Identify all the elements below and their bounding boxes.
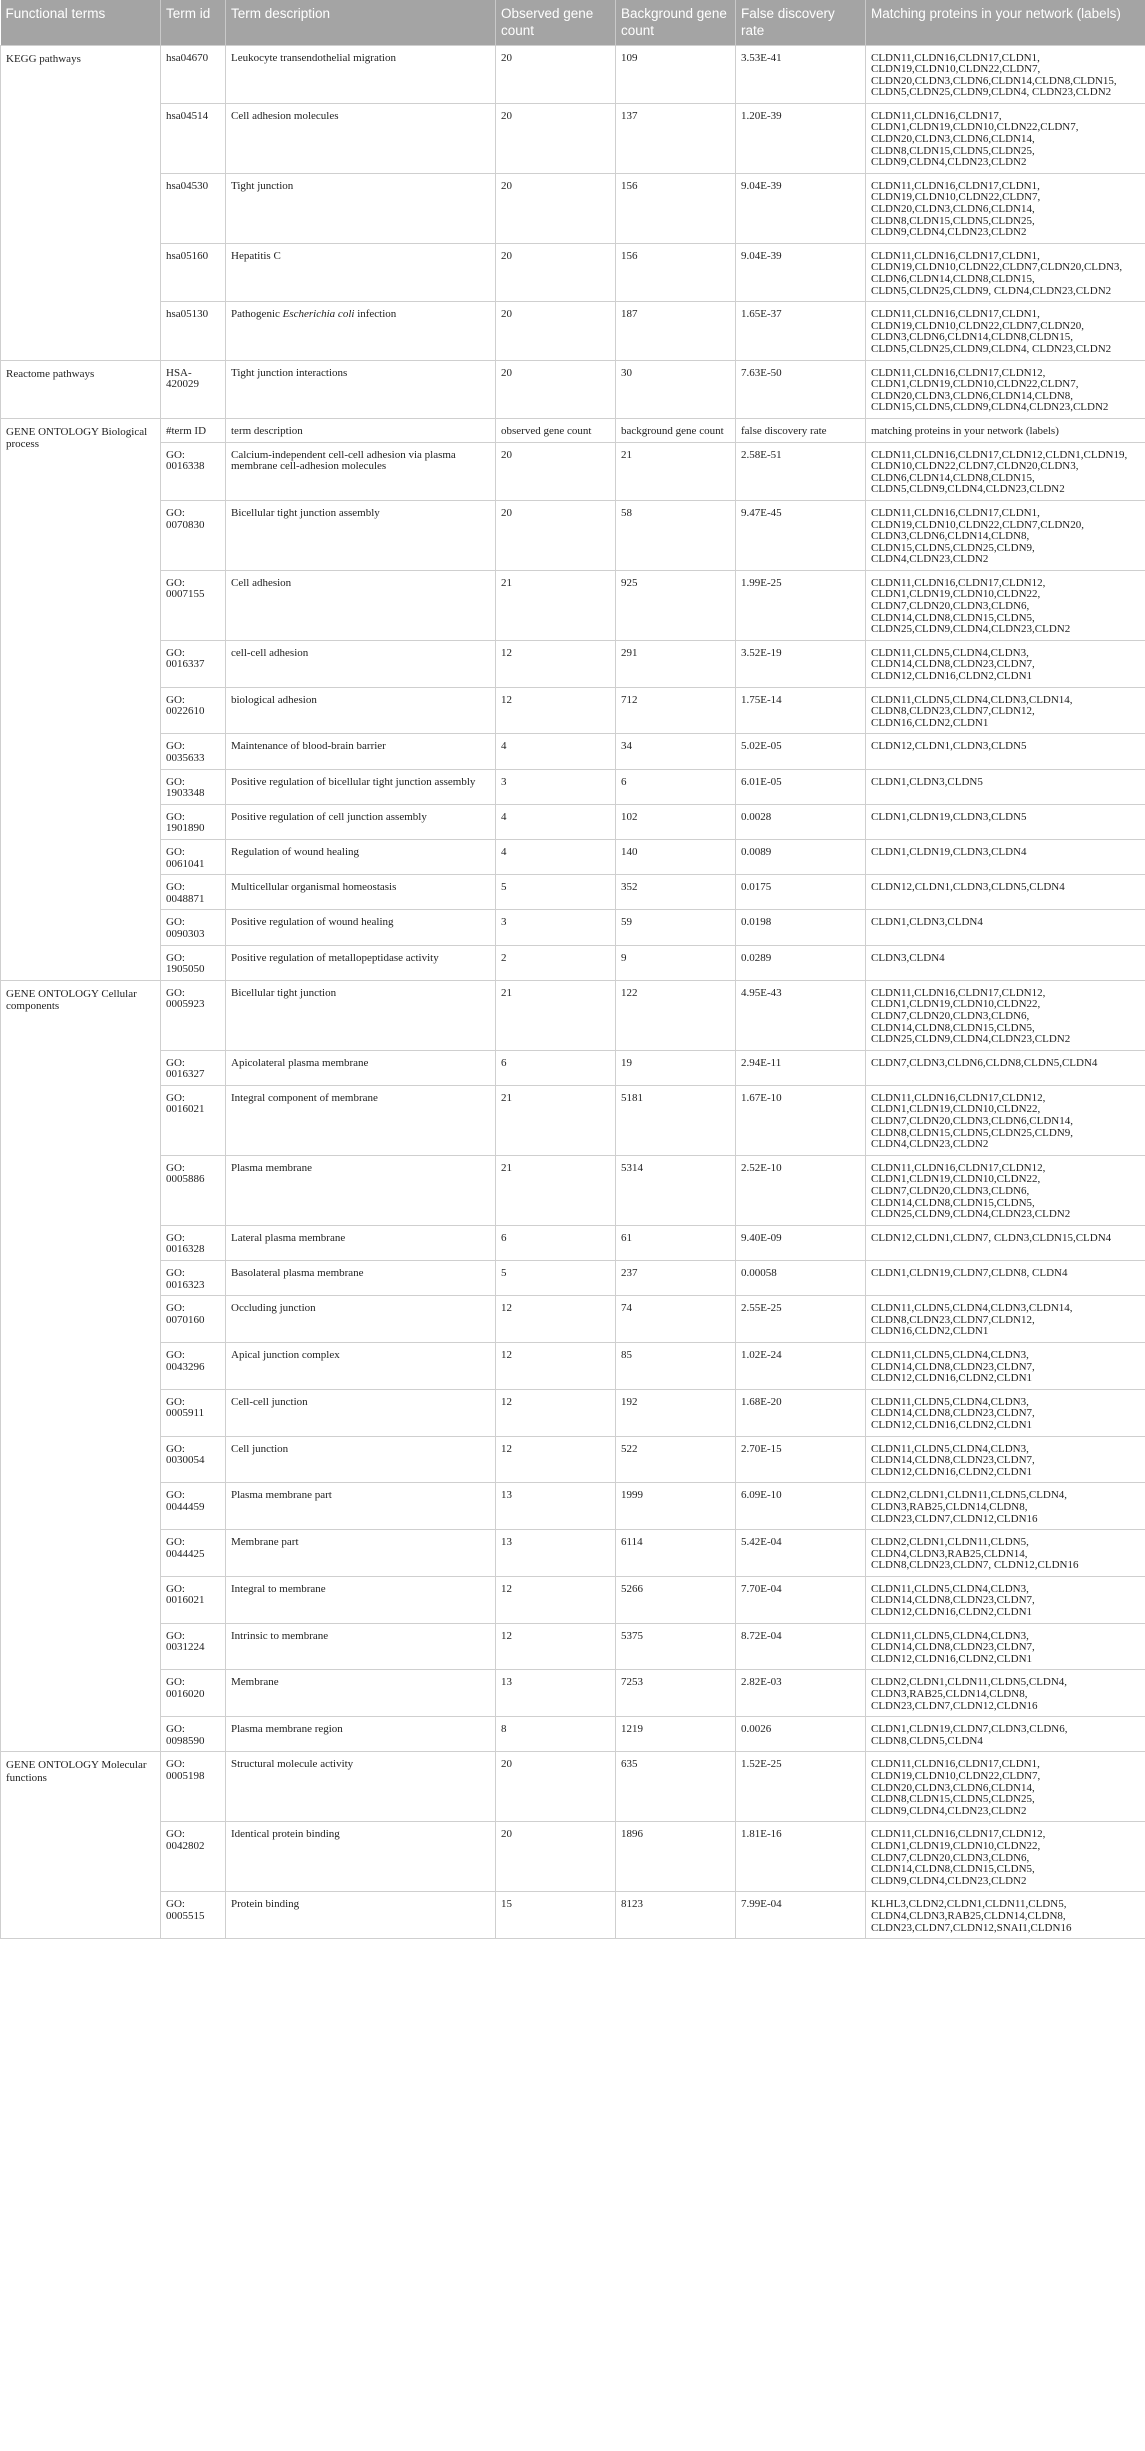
table-row (1, 1717, 1145, 1752)
matching-proteins-cell: CLDN11,CLDN5,CLDN4,CLDN3,CLDN14, CLDN8,CLDN23,CLDN7,CLDN12, CLDN16,CLDN2,CLDN1 (866, 1296, 1145, 1343)
term-description-cell: Maintenance of blood-brain barrier (226, 734, 496, 769)
false-discovery-rate-cell: 1.65E-37 (736, 302, 866, 360)
term-description-cell: Integral component of membrane (226, 1085, 496, 1155)
term-id-cell: GO: 0070830 (161, 500, 226, 570)
false-discovery-rate-cell: 2.70E-15 (736, 1436, 866, 1483)
term-id-cell: GO: 0005886 (161, 1155, 226, 1225)
false-discovery-rate-cell: 0.0089 (736, 839, 866, 874)
background-gene-count-cell: 522 (616, 1436, 736, 1483)
false-discovery-rate-cell: 2.55E-25 (736, 1296, 866, 1343)
term-id-cell: hsa05130 (161, 302, 226, 360)
false-discovery-rate-cell: 2.94E-11 (736, 1050, 866, 1085)
observed-gene-count-cell: 12 (496, 687, 616, 734)
matching-proteins-cell: CLDN11,CLDN16,CLDN17,CLDN1, CLDN19,CLDN10,CLDN22,CLDN7,CLDN20, CLDN3,CLDN6,CLDN14,CLDN8, CLDN15,CLDN5,CLDN25,CLDN9, CLDN4,CLDN23,CLDN2 (866, 500, 1145, 570)
background-gene-count-cell: 352 (616, 875, 736, 910)
matching-proteins-cell: CLDN11,CLDN16,CLDN17,CLDN12, CLDN1,CLDN19,CLDN10,CLDN22,CLDN7, CLDN20,CLDN3,CLDN6,CLDN14,CLDN8, CLDN15,CLDN5,CLDN9,CLDN4,CLDN23,CLDN2 (866, 360, 1145, 418)
term-id-cell: GO: 0043296 (161, 1342, 226, 1389)
background-gene-count-cell: 237 (616, 1261, 736, 1296)
term-description-cell: Structural molecule activity (226, 1752, 496, 1822)
term-id-cell: GO: 0016337 (161, 640, 226, 687)
false-discovery-rate-cell: 0.00058 (736, 1261, 866, 1296)
term-description-cell: Lateral plasma membrane (226, 1225, 496, 1260)
background-gene-count-cell: 30 (616, 360, 736, 418)
observed-gene-count-cell: 13 (496, 1530, 616, 1577)
table-row (1, 1342, 1145, 1389)
functional-term-group: GENE ONTOLOGY Cellular components (1, 980, 161, 1752)
table-row (1, 1576, 1145, 1623)
background-gene-count-cell: 187 (616, 302, 736, 360)
term-id-cell: GO: 0005198 (161, 1752, 226, 1822)
term-id-cell: HSA-420029 (161, 360, 226, 418)
observed-gene-count-cell: 20 (496, 302, 616, 360)
matching-proteins-cell: CLDN11,CLDN16,CLDN17,CLDN1, CLDN19,CLDN10,CLDN22,CLDN7, CLDN20,CLDN3,CLDN6,CLDN14,CLDN8,CLDN15, CLDN5,CLDN25,CLDN9,CLDN4, CLDN23,CLDN2 (866, 45, 1145, 103)
false-discovery-rate-cell: 2.52E-10 (736, 1155, 866, 1225)
term-id-cell: GO: 0007155 (161, 570, 226, 640)
term-id-cell: GO: 0048871 (161, 875, 226, 910)
table-row (1, 1892, 1145, 1939)
false-discovery-rate-cell: 5.02E-05 (736, 734, 866, 769)
matching-proteins-cell: CLDN11,CLDN16,CLDN17,CLDN12, CLDN1,CLDN19,CLDN10,CLDN22, CLDN7,CLDN20,CLDN3,CLDN6, CLDN14,CLDN8,CLDN15,CLDN5, CLDN25,CLDN9,CLDN4,CLDN23,CLDN2 (866, 980, 1145, 1050)
header-functional-terms: Functional terms (1, 0, 161, 45)
term-description-cell: Membrane (226, 1670, 496, 1717)
false-discovery-rate-cell: 0.0175 (736, 875, 866, 910)
background-gene-count-cell: 1219 (616, 1717, 736, 1752)
term-description-cell: Calcium-independent cell-cell adhesion via plasma membrane cell-adhesion molecules (226, 442, 496, 500)
header-matching-proteins: Matching proteins in your network (labels) (866, 0, 1145, 45)
term-description-cell: Positive regulation of metallopeptidase activity (226, 945, 496, 980)
background-gene-count-cell: 137 (616, 103, 736, 173)
background-gene-count-cell: 925 (616, 570, 736, 640)
background-gene-count-cell: 5181 (616, 1085, 736, 1155)
table-row (1, 1155, 1145, 1225)
observed-gene-count-cell: 15 (496, 1892, 616, 1939)
observed-gene-count-cell: 20 (496, 103, 616, 173)
table-row (1, 839, 1145, 874)
matching-proteins-cell: CLDN11,CLDN16,CLDN17,CLDN1, CLDN19,CLDN10,CLDN22,CLDN7, CLDN20,CLDN3,CLDN6,CLDN14, CLDN8,CLDN15,CLDN5,CLDN25, CLDN9,CLDN4,CLDN23,CLDN2 (866, 1752, 1145, 1822)
false-discovery-rate-cell: 7.63E-50 (736, 360, 866, 418)
observed-gene-count-cell: 4 (496, 839, 616, 874)
matching-proteins-cell: CLDN1,CLDN3,CLDN4 (866, 910, 1145, 945)
background-gene-count-cell: 9 (616, 945, 736, 980)
observed-gene-count-cell: 2 (496, 945, 616, 980)
background-gene-count-cell: 1896 (616, 1822, 736, 1892)
observed-gene-count-cell: 5 (496, 1261, 616, 1296)
background-gene-count-cell: 635 (616, 1752, 736, 1822)
table-row (1, 1530, 1145, 1577)
term-description-cell: Cell adhesion (226, 570, 496, 640)
background-gene-count-cell: 21 (616, 442, 736, 500)
false-discovery-rate-cell: 5.42E-04 (736, 1530, 866, 1577)
table-row (1, 980, 1145, 1050)
matching-proteins-cell: CLDN11,CLDN5,CLDN4,CLDN3, CLDN14,CLDN8,CLDN23,CLDN7, CLDN12,CLDN16,CLDN2,CLDN1 (866, 1623, 1145, 1670)
matching-proteins-cell: CLDN12,CLDN1,CLDN3,CLDN5,CLDN4 (866, 875, 1145, 910)
background-gene-count-cell: 34 (616, 734, 736, 769)
term-description-cell: Positive regulation of cell junction assembly (226, 804, 496, 839)
term-description-cell: Cell-cell junction (226, 1389, 496, 1436)
table-row (1, 769, 1145, 804)
table-row (1, 103, 1145, 173)
term-id-cell: hsa04670 (161, 45, 226, 103)
false-discovery-rate-cell: 1.81E-16 (736, 1822, 866, 1892)
table-row (1, 1261, 1145, 1296)
observed-gene-count-cell: 21 (496, 1155, 616, 1225)
functional-term-group: KEGG pathways (1, 45, 161, 360)
matching-proteins-cell: CLDN11,CLDN5,CLDN4,CLDN3,CLDN14, CLDN8,CLDN23,CLDN7,CLDN12, CLDN16,CLDN2,CLDN1 (866, 687, 1145, 734)
term-id-cell: GO: 0098590 (161, 1717, 226, 1752)
false-discovery-rate-cell: 9.04E-39 (736, 243, 866, 301)
matching-proteins-cell: CLDN11,CLDN16,CLDN17,CLDN12,CLDN1,CLDN19, CLDN10,CLDN22,CLDN7,CLDN20,CLDN3, CLDN6,CLDN14,CLDN8,CLDN15, CLDN5,CLDN9,CLDN4,CLDN23,CLDN2 (866, 442, 1145, 500)
table-row (1, 418, 1145, 442)
false-discovery-rate-cell: 1.75E-14 (736, 687, 866, 734)
term-description-cell: Plasma membrane region (226, 1717, 496, 1752)
table-row (1, 302, 1145, 360)
background-gene-count-cell: 6114 (616, 1530, 736, 1577)
false-discovery-rate-cell: 1.99E-25 (736, 570, 866, 640)
observed-gene-count-cell: 20 (496, 442, 616, 500)
table-row (1, 875, 1145, 910)
matching-proteins-cell: CLDN11,CLDN16,CLDN17,CLDN1, CLDN19,CLDN10,CLDN22,CLDN7,CLDN20, CLDN3,CLDN6,CLDN14,CLDN8,CLDN15, CLDN5,CLDN25,CLDN9,CLDN4, CLDN23,CLDN2 (866, 302, 1145, 360)
false-discovery-rate-cell: 0.0028 (736, 804, 866, 839)
term-id-cell: GO: 1905050 (161, 945, 226, 980)
false-discovery-rate-cell: 4.95E-43 (736, 980, 866, 1050)
term-description-cell: Basolateral plasma membrane (226, 1261, 496, 1296)
background-gene-count-cell: 85 (616, 1342, 736, 1389)
table-row (1, 910, 1145, 945)
background-gene-count-cell: 102 (616, 804, 736, 839)
observed-gene-count-cell: 13 (496, 1483, 616, 1530)
term-id-cell: GO: 0016021 (161, 1576, 226, 1623)
background-gene-count-cell: 19 (616, 1050, 736, 1085)
background-gene-count-cell: 140 (616, 839, 736, 874)
observed-gene-count-cell: 20 (496, 1752, 616, 1822)
term-description-cell: Multicellular organismal homeostasis (226, 875, 496, 910)
term-id-cell: GO: 0022610 (161, 687, 226, 734)
term-description-cell: Hepatitis C (226, 243, 496, 301)
table-row (1, 1225, 1145, 1260)
observed-gene-count-cell: 12 (496, 1342, 616, 1389)
matching-proteins-cell: CLDN12,CLDN1,CLDN7, CLDN3,CLDN15,CLDN4 (866, 1225, 1145, 1260)
false-discovery-rate-cell: 3.52E-19 (736, 640, 866, 687)
header-false-discovery-rate: False discovery rate (736, 0, 866, 45)
matching-proteins-cell: CLDN11,CLDN16,CLDN17, CLDN1,CLDN19,CLDN10,CLDN22,CLDN7, CLDN20,CLDN3,CLDN6,CLDN14, CLDN8,CLDN15,CLDN5,CLDN25, CLDN9,CLDN4,CLDN23,CLDN2 (866, 103, 1145, 173)
table-row (1, 360, 1145, 418)
background-gene-count-cell: 61 (616, 1225, 736, 1260)
term-id-cell: GO: 0090303 (161, 910, 226, 945)
table-row (1, 1752, 1145, 1822)
matching-proteins-cell: CLDN7,CLDN3,CLDN6,CLDN8,CLDN5,CLDN4 (866, 1050, 1145, 1085)
term-description-cell: Bicellular tight junction assembly (226, 500, 496, 570)
observed-gene-count-cell: 12 (496, 1389, 616, 1436)
term-description-cell: Integral to membrane (226, 1576, 496, 1623)
observed-gene-count-cell: 6 (496, 1225, 616, 1260)
term-description-part: infection (354, 308, 397, 321)
background-gene-count-cell: background gene count (616, 418, 736, 442)
false-discovery-rate-cell: 9.04E-39 (736, 173, 866, 243)
table-row (1, 45, 1145, 103)
observed-gene-count-cell: 5 (496, 875, 616, 910)
table-row (1, 1085, 1145, 1155)
observed-gene-count-cell: 12 (496, 1576, 616, 1623)
matching-proteins-cell: CLDN1,CLDN19,CLDN7,CLDN8, CLDN4 (866, 1261, 1145, 1296)
table-row (1, 442, 1145, 500)
term-id-cell: GO: 0016328 (161, 1225, 226, 1260)
term-description-cell: Positive regulation of bicellular tight junction assembly (226, 769, 496, 804)
term-description-cell: Bicellular tight junction (226, 980, 496, 1050)
table-row (1, 945, 1145, 980)
false-discovery-rate-cell: 0.0198 (736, 910, 866, 945)
false-discovery-rate-cell: 2.58E-51 (736, 442, 866, 500)
background-gene-count-cell: 7253 (616, 1670, 736, 1717)
background-gene-count-cell: 109 (616, 45, 736, 103)
table-row (1, 1050, 1145, 1085)
term-id-cell: GO: 0030054 (161, 1436, 226, 1483)
false-discovery-rate-cell: 6.01E-05 (736, 769, 866, 804)
background-gene-count-cell: 156 (616, 243, 736, 301)
term-id-cell: GO: 0044425 (161, 1530, 226, 1577)
observed-gene-count-cell: 20 (496, 500, 616, 570)
matching-proteins-cell: CLDN12,CLDN1,CLDN3,CLDN5 (866, 734, 1145, 769)
term-id-cell: GO: 0061041 (161, 839, 226, 874)
term-id-cell: GO: 0005923 (161, 980, 226, 1050)
matching-proteins-cell: CLDN2,CLDN1,CLDN11,CLDN5, CLDN4,CLDN3,RAB25,CLDN14, CLDN8,CLDN23,CLDN7, CLDN12,CLDN16 (866, 1530, 1145, 1577)
term-id-cell: hsa05160 (161, 243, 226, 301)
false-discovery-rate-cell: 0.0026 (736, 1717, 866, 1752)
term-description-part: Pathogenic (231, 308, 283, 321)
term-description-cell (226, 302, 496, 360)
term-id-cell: GO: 0005911 (161, 1389, 226, 1436)
matching-proteins-cell: CLDN11,CLDN16,CLDN17,CLDN1, CLDN19,CLDN10,CLDN22,CLDN7, CLDN20,CLDN3,CLDN6,CLDN14, CLDN8,CLDN15,CLDN5,CLDN25, CLDN9,CLDN4,CLDN23,CLDN2 (866, 173, 1145, 243)
false-discovery-rate-cell: 0.0289 (736, 945, 866, 980)
table-row (1, 1389, 1145, 1436)
matching-proteins-cell: CLDN1,CLDN19,CLDN3,CLDN4 (866, 839, 1145, 874)
matching-proteins-cell: CLDN1,CLDN19,CLDN3,CLDN5 (866, 804, 1145, 839)
term-id-cell: #term ID (161, 418, 226, 442)
term-description-cell: Protein binding (226, 1892, 496, 1939)
matching-proteins-cell: matching proteins in your network (labels) (866, 418, 1145, 442)
false-discovery-rate-cell: 9.40E-09 (736, 1225, 866, 1260)
background-gene-count-cell: 5314 (616, 1155, 736, 1225)
table-row (1, 1670, 1145, 1717)
matching-proteins-cell: KLHL3,CLDN2,CLDN1,CLDN11,CLDN5, CLDN4,CLDN3,RAB25,CLDN14,CLDN8, CLDN23,CLDN7,CLDN12,SNAI1,CLDN16 (866, 1892, 1145, 1939)
matching-proteins-cell: CLDN2,CLDN1,CLDN11,CLDN5,CLDN4, CLDN3,RAB25,CLDN14,CLDN8, CLDN23,CLDN7,CLDN12,CLDN16 (866, 1483, 1145, 1530)
table-row (1, 1296, 1145, 1343)
term-id-cell: GO: 1901890 (161, 804, 226, 839)
background-gene-count-cell: 192 (616, 1389, 736, 1436)
observed-gene-count-cell: observed gene count (496, 418, 616, 442)
term-id-cell: hsa04514 (161, 103, 226, 173)
term-description-cell: Cell adhesion molecules (226, 103, 496, 173)
term-id-cell: GO: 0016327 (161, 1050, 226, 1085)
background-gene-count-cell: 5375 (616, 1623, 736, 1670)
functional-term-group: GENE ONTOLOGY Molecular functions (1, 1752, 161, 1939)
matching-proteins-cell: CLDN3,CLDN4 (866, 945, 1145, 980)
term-description-cell: Apicolateral plasma membrane (226, 1050, 496, 1085)
false-discovery-rate-cell: 7.99E-04 (736, 1892, 866, 1939)
term-id-cell: GO: 0031224 (161, 1623, 226, 1670)
table-row (1, 640, 1145, 687)
observed-gene-count-cell: 6 (496, 1050, 616, 1085)
term-description-cell: Positive regulation of wound healing (226, 910, 496, 945)
observed-gene-count-cell: 20 (496, 173, 616, 243)
table-row (1, 1483, 1145, 1530)
false-discovery-rate-cell: 1.02E-24 (736, 1342, 866, 1389)
false-discovery-rate-cell: 2.82E-03 (736, 1670, 866, 1717)
observed-gene-count-cell: 4 (496, 734, 616, 769)
matching-proteins-cell: CLDN11,CLDN16,CLDN17,CLDN1, CLDN19,CLDN10,CLDN22,CLDN7,CLDN20,CLDN3, CLDN6,CLDN14,CLDN8,CLDN15, CLDN5,CLDN25,CLDN9, CLDN4,CLDN23,CLDN2 (866, 243, 1145, 301)
term-id-cell: GO: 0005515 (161, 1892, 226, 1939)
matching-proteins-cell: CLDN11,CLDN5,CLDN4,CLDN3, CLDN14,CLDN8,CLDN23,CLDN7, CLDN12,CLDN16,CLDN2,CLDN1 (866, 1342, 1145, 1389)
term-id-cell: GO: 0042802 (161, 1822, 226, 1892)
term-id-cell: GO: 0035633 (161, 734, 226, 769)
observed-gene-count-cell: 3 (496, 769, 616, 804)
false-discovery-rate-cell: false discovery rate (736, 418, 866, 442)
false-discovery-rate-cell: 1.67E-10 (736, 1085, 866, 1155)
false-discovery-rate-cell: 1.20E-39 (736, 103, 866, 173)
background-gene-count-cell: 122 (616, 980, 736, 1050)
matching-proteins-cell: CLDN11,CLDN16,CLDN17,CLDN12, CLDN1,CLDN19,CLDN10,CLDN22, CLDN7,CLDN20,CLDN3,CLDN6, CLDN14,CLDN8,CLDN15,CLDN5, CLDN25,CLDN9,CLDN4,CLDN23,CLDN2 (866, 1155, 1145, 1225)
header-observed-gene-count: Observed gene count (496, 0, 616, 45)
false-discovery-rate-cell: 3.53E-41 (736, 45, 866, 103)
term-description-cell: Cell junction (226, 1436, 496, 1483)
term-description-cell: biological adhesion (226, 687, 496, 734)
false-discovery-rate-cell: 8.72E-04 (736, 1623, 866, 1670)
term-description-cell: Intrinsic to membrane (226, 1623, 496, 1670)
false-discovery-rate-cell: 9.47E-45 (736, 500, 866, 570)
term-description-cell: Membrane part (226, 1530, 496, 1577)
matching-proteins-cell: CLDN11,CLDN5,CLDN4,CLDN3, CLDN14,CLDN8,CLDN23,CLDN7, CLDN12,CLDN16,CLDN2,CLDN1 (866, 640, 1145, 687)
term-description-cell: Plasma membrane (226, 1155, 496, 1225)
observed-gene-count-cell: 3 (496, 910, 616, 945)
matching-proteins-cell: CLDN11,CLDN16,CLDN17,CLDN12, CLDN1,CLDN19,CLDN10,CLDN22, CLDN7,CLDN20,CLDN3,CLDN6, CLDN14,CLDN8,CLDN15,CLDN5, CLDN25,CLDN9,CLDN4,CLDN23,CLDN2 (866, 570, 1145, 640)
term-description-cell: Tight junction (226, 173, 496, 243)
observed-gene-count-cell: 21 (496, 570, 616, 640)
term-id-cell: GO: 0070160 (161, 1296, 226, 1343)
observed-gene-count-cell: 20 (496, 243, 616, 301)
matching-proteins-cell: CLDN11,CLDN16,CLDN17,CLDN12, CLDN1,CLDN19,CLDN10,CLDN22, CLDN7,CLDN20,CLDN3,CLDN6,CLDN14, CLDN8,CLDN15,CLDN5,CLDN25,CLDN9, CLDN4,CLDN23,CLDN2 (866, 1085, 1145, 1155)
false-discovery-rate-cell: 7.70E-04 (736, 1576, 866, 1623)
background-gene-count-cell: 58 (616, 500, 736, 570)
term-id-cell: GO: 1903348 (161, 769, 226, 804)
term-id-cell: hsa04530 (161, 173, 226, 243)
term-description-cell: cell-cell adhesion (226, 640, 496, 687)
term-id-cell: GO: 0016338 (161, 442, 226, 500)
background-gene-count-cell: 1999 (616, 1483, 736, 1530)
term-description-cell: Leukocyte transendothelial migration (226, 45, 496, 103)
false-discovery-rate-cell: 1.52E-25 (736, 1752, 866, 1822)
background-gene-count-cell: 5266 (616, 1576, 736, 1623)
term-id-cell: GO: 0016021 (161, 1085, 226, 1155)
observed-gene-count-cell: 20 (496, 360, 616, 418)
matching-proteins-cell: CLDN11,CLDN16,CLDN17,CLDN12, CLDN1,CLDN19,CLDN10,CLDN22, CLDN7,CLDN20,CLDN3,CLDN6, CLDN14,CLDN8,CLDN15,CLDN5, CLDN9,CLDN4,CLDN23,CLDN2 (866, 1822, 1145, 1892)
observed-gene-count-cell: 13 (496, 1670, 616, 1717)
table-row (1, 687, 1145, 734)
table-row (1, 570, 1145, 640)
functional-term-group: Reactome pathways (1, 360, 161, 418)
observed-gene-count-cell: 21 (496, 980, 616, 1050)
header-row (1, 0, 1145, 45)
table-body (1, 45, 1145, 1939)
observed-gene-count-cell: 20 (496, 1822, 616, 1892)
background-gene-count-cell: 6 (616, 769, 736, 804)
background-gene-count-cell: 291 (616, 640, 736, 687)
term-description-cell: Regulation of wound healing (226, 839, 496, 874)
term-id-cell: GO: 0016020 (161, 1670, 226, 1717)
observed-gene-count-cell: 12 (496, 640, 616, 687)
table-row (1, 500, 1145, 570)
false-discovery-rate-cell: 1.68E-20 (736, 1389, 866, 1436)
observed-gene-count-cell: 12 (496, 1436, 616, 1483)
term-id-cell: GO: 0016323 (161, 1261, 226, 1296)
term-description-cell: Occluding junction (226, 1296, 496, 1343)
functional-term-group: GENE ONTOLOGY Biological process (1, 418, 161, 980)
matching-proteins-cell: CLDN2,CLDN1,CLDN11,CLDN5,CLDN4, CLDN3,RAB25,CLDN14,CLDN8, CLDN23,CLDN7,CLDN12,CLDN16 (866, 1670, 1145, 1717)
matching-proteins-cell: CLDN11,CLDN5,CLDN4,CLDN3, CLDN14,CLDN8,CLDN23,CLDN7, CLDN12,CLDN16,CLDN2,CLDN1 (866, 1389, 1145, 1436)
matching-proteins-cell: CLDN1,CLDN3,CLDN5 (866, 769, 1145, 804)
background-gene-count-cell: 59 (616, 910, 736, 945)
observed-gene-count-cell: 12 (496, 1296, 616, 1343)
observed-gene-count-cell: 12 (496, 1623, 616, 1670)
matching-proteins-cell: CLDN11,CLDN5,CLDN4,CLDN3, CLDN14,CLDN8,CLDN23,CLDN7, CLDN12,CLDN16,CLDN2,CLDN1 (866, 1436, 1145, 1483)
header-term-id: Term id (161, 0, 226, 45)
species-name: Escherichia coli (282, 308, 355, 321)
false-discovery-rate-cell: 6.09E-10 (736, 1483, 866, 1530)
observed-gene-count-cell: 4 (496, 804, 616, 839)
background-gene-count-cell: 156 (616, 173, 736, 243)
observed-gene-count-cell: 21 (496, 1085, 616, 1155)
observed-gene-count-cell: 20 (496, 45, 616, 103)
table-row (1, 1436, 1145, 1483)
matching-proteins-cell: CLDN1,CLDN19,CLDN7,CLDN3,CLDN6, CLDN8,CLDN5,CLDN4 (866, 1717, 1145, 1752)
table-row (1, 1623, 1145, 1670)
term-description-cell: term description (226, 418, 496, 442)
header-term-description: Term description (226, 0, 496, 45)
term-description-cell: Identical protein binding (226, 1822, 496, 1892)
term-description-cell: Tight junction interactions (226, 360, 496, 418)
table-row (1, 243, 1145, 301)
matching-proteins-cell: CLDN11,CLDN5,CLDN4,CLDN3, CLDN14,CLDN8,CLDN23,CLDN7, CLDN12,CLDN16,CLDN2,CLDN1 (866, 1576, 1145, 1623)
term-description-cell: Apical junction complex (226, 1342, 496, 1389)
term-description-cell: Plasma membrane part (226, 1483, 496, 1530)
background-gene-count-cell: 8123 (616, 1892, 736, 1939)
background-gene-count-cell: 74 (616, 1296, 736, 1343)
table-row (1, 1822, 1145, 1892)
observed-gene-count-cell: 8 (496, 1717, 616, 1752)
table-row (1, 804, 1145, 839)
table-row (1, 734, 1145, 769)
table-header (1, 0, 1145, 45)
table-row (1, 173, 1145, 243)
background-gene-count-cell: 712 (616, 687, 736, 734)
header-background-gene-count: Background gene count (616, 0, 736, 45)
term-id-cell: GO: 0044459 (161, 1483, 226, 1530)
